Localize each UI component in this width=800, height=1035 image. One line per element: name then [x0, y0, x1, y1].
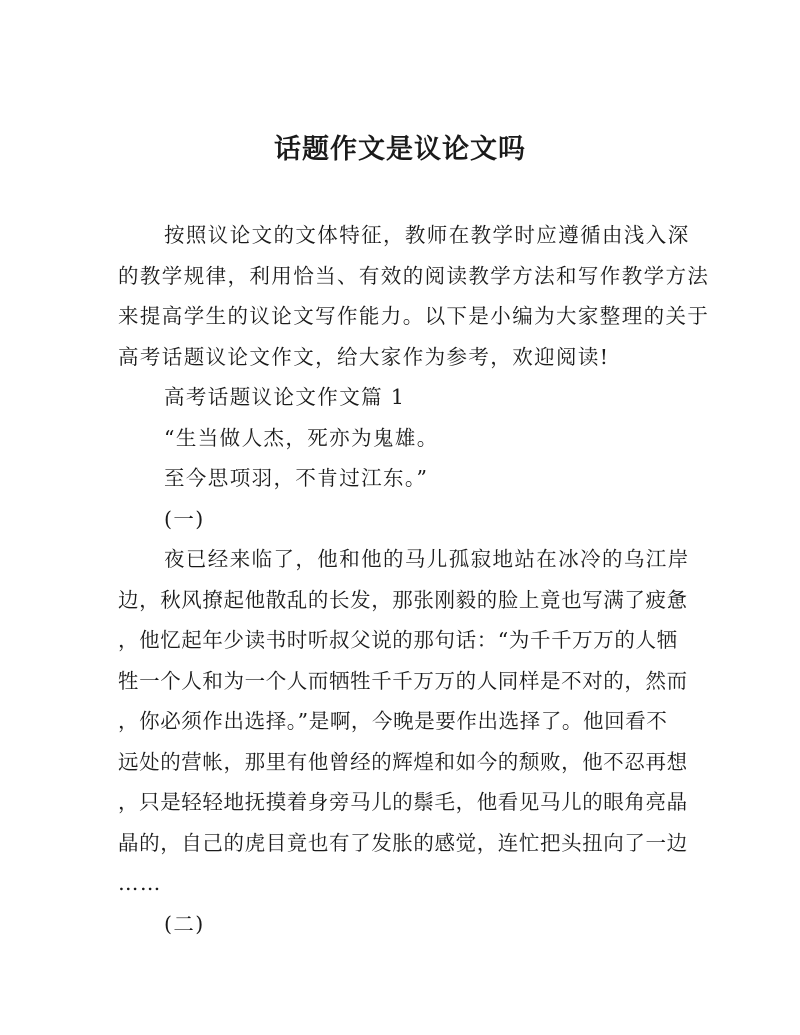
document-title: 话题作文是议论文吗 — [274, 134, 526, 165]
intro-line: 按照议论文的文体特征，教师在教学时应遵循由浅入深 — [164, 223, 690, 247]
story-line: 边，秋风撩起他散乱的长发，那张刚毅的脸上竟也写满了疲惫 — [118, 587, 688, 612]
poem-line: “生当做人杰，死亦为鬼雄。 — [164, 425, 439, 450]
story-line: 远处的营帐，那里有他曾经的辉煌和如今的颓败，他不忍再想 — [118, 749, 688, 774]
intro-line: 高考话题议论文作文，给大家作为参考，欢迎阅读! — [118, 344, 610, 369]
part-label: (一) — [164, 506, 205, 531]
section-heading: 高考话题议论文作文篇 1 — [164, 385, 406, 409]
document-body — [118, 215, 710, 944]
intro-paragraph — [118, 215, 710, 377]
story-line: 牲一个人和为一个人而牺牲千千万万的人同样是不对的，然而 — [118, 668, 688, 693]
story-line: ，他忆起年少读书时听叔父说的那句话：“为千千万万的人牺 — [118, 628, 678, 652]
intro-line: 的教学规律，利用恰当、有效的阅读教学方法和写作教学方法 — [118, 263, 710, 288]
story-line: 夜已经来临了，他和他的马儿孤寂地站在冰冷的乌江岸 — [164, 547, 690, 571]
story-paragraph — [118, 539, 688, 904]
intro-line: 来提高学生的议论文写作能力。以下是小编为大家整理的关于 — [118, 304, 710, 328]
part-label: (二) — [164, 911, 205, 936]
story-line: ，你必须作出选择。”是啊，今晚是要作出选择了。他回看不 — [118, 709, 668, 733]
story-line: …… — [118, 871, 162, 895]
poem-line: 至今思项羽，不肯过江东。” — [164, 466, 429, 490]
story-line: ，只是轻轻地抚摸着身旁马儿的鬃毛，他看见马儿的眼角亮晶 — [118, 790, 688, 814]
story-line: 晶的，自己的虎目竟也有了发胀的感觉，连忙把头扭向了一边 — [118, 830, 688, 855]
